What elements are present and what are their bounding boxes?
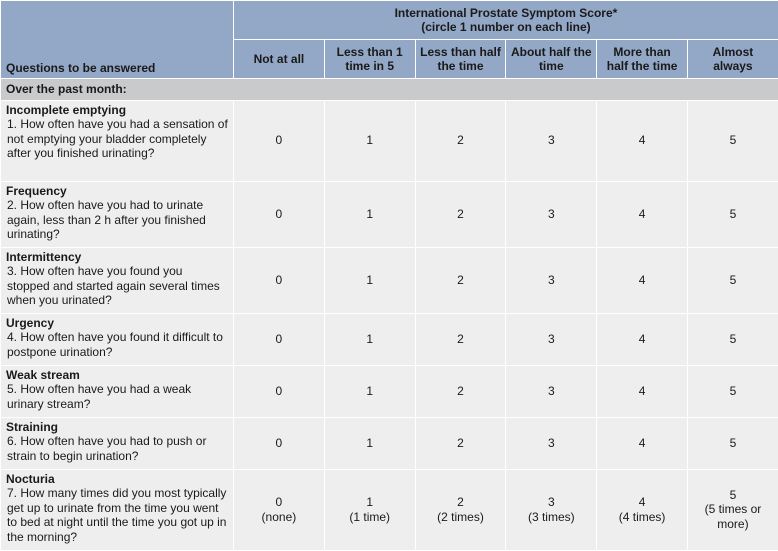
score-value: 4 — [598, 495, 686, 510]
score-option-cell[interactable] — [324, 417, 415, 469]
score-value: 2 — [417, 495, 505, 510]
score-option-cell[interactable] — [687, 313, 778, 365]
score-value: 1 — [326, 133, 414, 148]
score-option-cell[interactable] — [597, 247, 688, 313]
score-option-cell[interactable] — [597, 365, 688, 417]
score-value: 1 — [326, 436, 414, 451]
option-header-less-than-half: Less than half the time — [415, 40, 506, 79]
question-cell — [1, 247, 234, 313]
score-option-cell[interactable] — [597, 417, 688, 469]
question-text: 6. How often have you had to push or strain to begin urination? — [6, 434, 228, 463]
question-text: 2. How often have you had to urinate again, less than 2 h after you finished urinating? — [6, 198, 228, 242]
question-text: 7. How many times did you most typically get up to urinate from the time you went to bed at night until the time you got up in the morning? — [6, 486, 228, 544]
score-value: 3 — [507, 273, 595, 288]
score-value: 4 — [598, 384, 686, 399]
score-value: 0 — [235, 495, 323, 510]
score-value: 3 — [507, 133, 595, 148]
score-value: 2 — [417, 273, 505, 288]
score-value: 0 — [235, 436, 323, 451]
score-option-cell[interactable] — [234, 181, 325, 247]
score-title-line2: (circle 1 number on each line) — [421, 20, 590, 34]
score-option-cell[interactable] — [415, 247, 506, 313]
question-title: Straining — [6, 420, 228, 435]
score-value: 5 — [689, 133, 777, 148]
score-option-cell[interactable] — [324, 181, 415, 247]
score-option-cell[interactable] — [506, 365, 597, 417]
question-text: 3. How often have you found you stopped and started again several times when you urinated? — [6, 264, 228, 308]
question-row — [1, 247, 778, 313]
score-option-cell[interactable] — [234, 313, 325, 365]
score-option-cell[interactable] — [234, 100, 325, 181]
score-value: 1 — [326, 332, 414, 347]
question-title: Intermittency — [6, 250, 228, 265]
question-cell — [1, 313, 234, 365]
score-title — [234, 1, 778, 40]
score-value: 5 — [689, 207, 777, 222]
score-option-cell[interactable] — [506, 417, 597, 469]
score-value: 4 — [598, 273, 686, 288]
question-row — [1, 100, 778, 181]
score-option-cell[interactable] — [234, 247, 325, 313]
score-value: 4 — [598, 207, 686, 222]
score-value: 4 — [598, 133, 686, 148]
question-row — [1, 469, 778, 550]
score-option-cell[interactable] — [415, 313, 506, 365]
score-value: 5 — [689, 436, 777, 451]
question-title: Incomplete emptying — [6, 103, 228, 118]
score-option-cell[interactable] — [687, 100, 778, 181]
score-value: 3 — [507, 207, 595, 222]
question-title: Nocturia — [6, 472, 228, 487]
score-value: 3 — [507, 436, 595, 451]
question-cell — [1, 417, 234, 469]
score-option-cell[interactable] — [597, 469, 688, 550]
score-option-cell[interactable] — [415, 181, 506, 247]
score-note: (2 times) — [417, 510, 505, 525]
score-option-cell[interactable] — [415, 365, 506, 417]
score-note: (1 time) — [326, 510, 414, 525]
question-title: Urgency — [6, 316, 228, 331]
score-value: 3 — [507, 495, 595, 510]
score-option-cell[interactable] — [506, 100, 597, 181]
question-row — [1, 181, 778, 247]
score-value: 0 — [235, 207, 323, 222]
option-header-not-at-all: Not at all — [234, 40, 325, 79]
score-option-cell[interactable] — [506, 313, 597, 365]
score-option-cell[interactable] — [506, 181, 597, 247]
option-header-less-than-1-in-5: Less than 1 time in 5 — [324, 40, 415, 79]
score-value: 1 — [326, 207, 414, 222]
score-option-cell[interactable] — [597, 100, 688, 181]
score-note: (4 times) — [598, 510, 686, 525]
score-note: (3 times) — [507, 510, 595, 525]
score-value: 2 — [417, 332, 505, 347]
option-header-almost-always: Almost always — [687, 40, 778, 79]
score-option-cell[interactable] — [687, 417, 778, 469]
score-option-cell[interactable] — [687, 365, 778, 417]
question-cell — [1, 365, 234, 417]
score-option-cell[interactable] — [597, 313, 688, 365]
score-option-cell[interactable] — [234, 365, 325, 417]
question-title: Weak stream — [6, 368, 228, 383]
question-text: 4. How often have you found it difficult to postpone urination? — [6, 330, 228, 359]
score-option-cell[interactable] — [324, 247, 415, 313]
question-cell — [1, 100, 234, 181]
question-row — [1, 313, 778, 365]
score-value: 1 — [326, 495, 414, 510]
option-header-more-than-half: More than half the time — [597, 40, 688, 79]
score-value: 0 — [235, 133, 323, 148]
score-note: (none) — [235, 510, 323, 525]
score-option-cell[interactable] — [415, 100, 506, 181]
score-option-cell[interactable] — [687, 247, 778, 313]
score-value: 0 — [235, 332, 323, 347]
score-note: (5 times or more) — [689, 502, 777, 531]
score-option-cell[interactable] — [687, 181, 778, 247]
score-option-cell[interactable] — [324, 100, 415, 181]
score-option-cell[interactable] — [324, 313, 415, 365]
score-option-cell[interactable] — [324, 365, 415, 417]
score-value: 5 — [689, 332, 777, 347]
question-text: 1. How often have you had a sensation of not emptying your bladder completely after you finished urinating? — [6, 117, 228, 161]
question-cell — [1, 181, 234, 247]
question-row — [1, 417, 778, 469]
score-value: 0 — [235, 273, 323, 288]
score-value: 5 — [689, 273, 777, 288]
score-value: 5 — [689, 384, 777, 399]
score-value: 5 — [689, 488, 777, 503]
score-option-cell[interactable] — [687, 469, 778, 550]
score-option-cell[interactable] — [234, 469, 325, 550]
questions-header: Questions to be answered — [1, 1, 234, 79]
score-value: 3 — [507, 332, 595, 347]
score-value: 1 — [326, 384, 414, 399]
score-value: 4 — [598, 332, 686, 347]
score-option-cell[interactable] — [506, 247, 597, 313]
score-title-line1: International Prostate Symptom Score* — [395, 6, 618, 20]
question-text: 5. How often have you had a weak urinary stream? — [6, 382, 228, 411]
score-value: 3 — [507, 384, 595, 399]
score-option-cell[interactable] — [324, 469, 415, 550]
score-value: 0 — [235, 384, 323, 399]
score-value: 4 — [598, 436, 686, 451]
score-option-cell[interactable] — [415, 417, 506, 469]
score-option-cell[interactable] — [506, 469, 597, 550]
score-option-cell[interactable] — [415, 469, 506, 550]
score-option-cell[interactable] — [597, 181, 688, 247]
score-value: 2 — [417, 436, 505, 451]
score-value: 2 — [417, 384, 505, 399]
question-row — [1, 365, 778, 417]
question-title: Frequency — [6, 184, 228, 199]
section-label: Over the past month: — [1, 79, 778, 101]
score-value: 2 — [417, 207, 505, 222]
option-header-about-half: About half the time — [506, 40, 597, 79]
score-value: 2 — [417, 133, 505, 148]
score-value: 1 — [326, 273, 414, 288]
score-option-cell[interactable] — [234, 417, 325, 469]
question-cell — [1, 469, 234, 550]
